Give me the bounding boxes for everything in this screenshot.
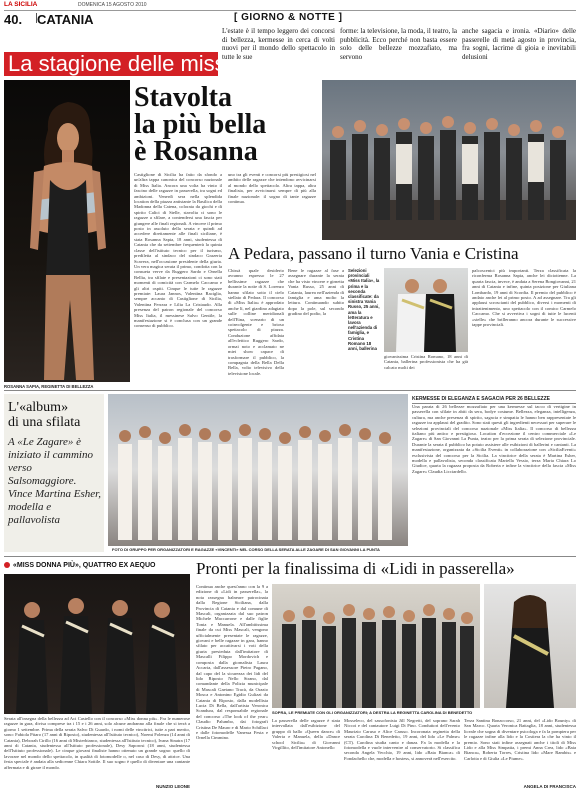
story2-body-col4: palcoscenici più importanti. Terza classificata la riconferma Rosanna Sapia, anche lei diciottenne. La quarta fascia, invece, è andata a Serena Bongiovanni, 21 anni di Catania e infine, quinta posizione per Giuliana Lombardo, 19 anni di Scordia. Il premio del pubblico è andato anche lei al primo posto. A ad assegnare. Tra gli applausi scroscianti del pubblico, diversi i momenti di intrattenimento, uno spettacolo con il comico Carmelo Caccamo. Che si avvertiva i sogni di tutte le lucenti «stelle» che brilleranno ancora durante le successive tappe provinciali. (472, 268, 576, 328)
story2-body-col1: Chissà quale desiderio avranno espresso le 27 bellissime ragazze che durante la notte di S. Lorenzo hanno sfilato sotto il cielo stellato di Pedara. Il concorso di «Miss Italia» è approdato anche lì, nel giardino adagiato sulle colline meridionali dell'Etna, scenario di un coinvolgente e brioso spettacolo di piazza. Conduzione affidata all'eclettico Ruggero Sardo, ormai noto e acclamato ne miei show capace di trasformare il pubblico, la compagnia della Bella Della Bella, volto televisivo della televisione locale. (228, 268, 284, 376)
story1-headline (134, 84, 319, 165)
lidi-photo-caption: SOPRA, LE PREMIATE CON GLI ORGANIZZATORI; A DESTRA LA REGINETTA CAROLINA DI BENEDETTO (272, 710, 473, 715)
rosanna-photo-caption: ROSANNA SAPIA, REGINETTA DI BELLEZZA (4, 384, 94, 389)
section-divider-2 (4, 556, 576, 557)
story5-body-col3: Mosseleco, del sassofonista Jill Negretti, del soprano Sarah Niccoi e del cantautore Luigi Di Pino. Conduttori dell'evento Maurizio Caruso e Alice Caruso. Incoronata reginetta della serata Carolina Di Benedetto, 19 anni, del lido «Le Palme» (CT). Carolina studia canto e danza. Fa la modella e la fotomodella e vuole intervenire al conservatorio. Si classifica seconda Angela Vecchio, 19 anni, lido «Baia Bianca» di Fondachello che, modella e hostess, si annoverà nell'esercito. (344, 718, 460, 761)
rosanna-photo (4, 80, 130, 382)
carolina-photo (484, 584, 576, 708)
story2-headline: A Pedara, passano il turno Vania e Cristina (228, 244, 519, 263)
newspaper-brand: LA SICILIA (4, 1, 38, 8)
story4-byline: NUNZIO LEONE (155, 784, 190, 789)
story1-headline-line1: Stavolta (134, 82, 232, 113)
reginetta-icon (484, 584, 576, 708)
intro-col-2: forme: la televisione, la moda, il teatro, la pubblicità. Ecco perché non basta essere solo delle bellezze mozzafiato, ma servono (340, 27, 458, 61)
story3-headline-line1: L'«album» (8, 400, 69, 415)
intro-col-3: anche sagacia e ironia. «Diario» delle passerelle di metà agosto in provincia, fra sogni, lacrime di gioia e inevitabili delusioni (462, 27, 576, 61)
section-label: [ GIORNO & NOTTE ] (234, 12, 343, 23)
two-winners-icon (384, 268, 468, 352)
masthead-rule (4, 10, 576, 11)
story2-photo-caption: Selezioni provinciali «Miss Italia», la prima e la seconda classificate: da sinistra Vania Russo, 25 anni, ama la letteratura e lavora nell'azienda di famiglia, e Cristina Romano 18 anni, ballerina (348, 268, 380, 352)
story1-headline-line3: è Rosanna (134, 136, 258, 167)
rosanna-figure-icon (4, 80, 130, 382)
intro-col-1: L'estate è il tempo leggero dei concorsi di bellezza, kermesse in cerca di volti nuovi per il mondo dello spettacolo in tutte le sue (222, 27, 335, 61)
story3-headline-line2: di una sfilata (8, 415, 81, 430)
zagare-photo-caption: FOTO DI GRUPPO PER ORGANIZZATORI E RAGAZZE «VINCENTI» NEL CORSO DELLA SERATA ALLE ZAGARE DI SAN GIOVANNI LA PUNTA (112, 547, 380, 552)
story5-body-col1: Continua anche quest'anno con la 9 a edizione di «Lidi in passerella», la nota rassegna balneare patrocinata dalla Regione Siciliana, dalla Provincia di Catania e dal comune di Mascali, organizzata dal suo patron Michele Maccarrone e dalle figlie Tonia e Manuela. All'ambitissima finale da cui Miss Mascali, vengono ufficialmente presentate le ragazze, giovani e belle ragazze in gara, hanno sfilato per accattivarsi i voti della giuria presieduta dall'imitatore di Mascalli Filippo Mordovich e composta dalla giornalista Laura Accaria, dall'assessore Pietro Pagano, dal capo del la sicurezza dei lidi del lido Riposto Nello Strano, dal comandante della Polizia municipale di Mascali Gaetano Tracà, da Orazio Mosca e Antonino Egidio Gulizzi da Catania di Riposto, dalla modellista Lucia Di Bella, dall'artista Veronica Scandura, dal responsabile regionale del concorso «The look of the year» Claudio Palumbo, dai fotografi Cristina De Mauro e di Mario Schillaci e dalle fotomodelle Vanessa Festa e Ornella Cimmino. (196, 584, 268, 741)
story4-kicker-text: «MISS DONNA PIÙ», QUATTRO EX AEQUO (13, 562, 156, 569)
page-masthead (0, 0, 580, 27)
pedara-group-photo (322, 80, 576, 240)
issue-date: DOMENICA 15 AGOSTO 2010 (78, 2, 147, 8)
album-box (4, 394, 104, 552)
section-divider-1 (4, 390, 576, 391)
vania-cristina-photo (384, 268, 468, 352)
miss-donna-piu-photo (4, 574, 190, 714)
story1-body-col1: Castiglione di Sicilia ha fatto da sfondo a un'altra tappa canonica del concorso nazionale di Miss Italia. Ancora una volta ha vinto il fascino delle ragazze in passerella, tra sogni ed ambizioni. Venerdì sera nella splendida location della piazza antistante la Basilica della Madonna della Catena, colorata da giochi e di spirito Calici di Stelle, stavolta ci sono le ragazze a sfilare, a contendersi una fascia per giungere alle finali regionali. A vincere il primo posto in assoluto della serata e quindi ad accedere direttamente alle finali siciliane, è stata Rosanna Sapia, 18 anni, studentessa di Catania che da settembre frequenterà la quinta classe dell'istituto tecnico per il turismo, prediletta al sindaco del sindaco Grazeria Scavera, nell'occasione presidente della giuria. Un vera magica serata il primo, condotta con la consueta verve da Ruggero Sardo e Ornella Bellia, tra sfilate e presentazioni ci sono stati momenti di comicità con Carmelo Caccamo e gli altri ospiti. Cinque le tutte le ragazze premiate: Laura Jannos, Valentina Raciglia, sempre accanto di Castiglione di Sicilia, Valentina Ferrara e Lilia La Cristaudo. Alla presenza del patron regionale del concorso Miss Italia, il messinese Salvo Gentile, la manifestazione si è conclusa con un grande consenso di pubblico. (134, 172, 222, 329)
story3-side-head: KERMESSE DI ELEGANZA E SAGACIA PER 26 BELLEZZE (412, 396, 576, 404)
lidi-contestants-icon (272, 584, 480, 708)
masthead-divider (36, 13, 37, 23)
lidi-group-photo (272, 584, 480, 708)
story5-byline: ANGELA DI FRANCISCA (523, 784, 576, 789)
story5-headline: Pronti per la finalissima di «Lidi in passerella» (196, 559, 515, 578)
story3-deck: A «Le Zagare» è iniziato il cammino verso Salsomaggiore. Vince Martina Esher, modella e pallavolista (8, 436, 101, 526)
story5-body-col2: La passerella delle ragazze è stata intervallata dall'esibizione del gruppo di ballo «Queen dance» di Valeria e Manuela, della «Dance school Sicilia» di Giovanni Virgillito, dell'imitatore Antonello (272, 718, 340, 751)
story3-side-body: Una parata di 26 bellezze mozzafiato per una kermesse sul tacco di vertigine in passerella con sfilate in abiti da sera, bodye costume. Bellezza, eleganza, intelligenza, cultura, ma anche presenza di spirito, sagacia e simpatia le hanno ben rappresentate le ragazze tra applausi del gradito. Sono stati questi gli ingredienti necessari per superare le selezioni provinciali del concorso nazionale «Miss Italia». Il concorso di bellezza italiano più antico e prestigioso. Location d'eccezione il centro commerciale «Le Zagare» di San Giovanni La Punta, teatro per la prima serata di selezione provinciale. Durante la serata il pubblico ha potuto assistere alle esibizioni di ballerini e cantanti. La manifestazione, organizzata da «Sicilia Eventi» in collaborazione con «SiciliaEventi» esclusivista del concorso per la Sicilia. La vincitrice della serata è Martina Esher, modella e pallavolista, seconda classificata Mariella Vessio, terza Maria Chiara Lo Giudice, quarta la ragazza proposta da Roberta e infine la vincitrice della fascia «Miss Zagare» Claudia Licciardello. (412, 404, 576, 474)
zagare-group-photo (108, 394, 408, 546)
kicker-bullet-icon (4, 562, 10, 568)
contestants-lineup-icon (108, 394, 408, 546)
section-title: La stagione delle miss (8, 51, 226, 76)
story5-body-col4: Terza Santina Bonaccorso, 21 anni, del «Lido Bounty» di San Marco. Quarta Veronica Battaglia, 18 anni, studentessa liceale che sogna di diventare psicologa e fa la pompiera per le ragazze infine alla lido e la Costiera la che ha vinto il premio. Sono stati infine assegnati anche i titoli di Miss Lido e alla Miss Simpatia, i premi Anna Crea, lido «Baia Bianca», Roberta Torres, Cristina lido «Mare Rambis» e Carlotta e di Giulia «Le Piume». (464, 718, 576, 761)
section-title-band (4, 51, 226, 76)
story4-kicker (4, 560, 190, 572)
story1-body-col2: uno tra gli eventi e concorsi più prestigiosi nel ambito delle ragazze che intendono avvicinarsi al mondo dello spettacolo. Altra tappa, altra finalista, per avvicinarsi sempre di più alla finale nazionale: il sogno di tante ragazze continua. (228, 172, 316, 205)
story2-body-col3: giovanissima Cristina Romano, 18 anni di Catania, ballerina professionista che ha già calcato molti dei (384, 354, 468, 370)
story4-body: Serata all'insegna della bellezza ad Aci Castello con il concorso «Miss donna più». Fra le numerose ragazze in gara, divisa comprese tra i 15 e i 26 anni, solo alcune andranno alla finale che si terrà a giorno 1 settembre. Prima della serata Salvo Di Guardo, i nomi delle vincitrici, tutte a pari merito, sono: Fabiola Pitaro (17 anni di Riposto), studentessa all'Istituto tecnico), Noemi Folenza (14 anni di Catania), Deborah Cirillo (16 anni di Misterbianco, studentessa all'Istituto tecnico), Ivana Sinatra (17 anni di Catania, studentessa all'Istituto professionale), Desy Saporosi (18 anni, studentessa dell'Istituto professionale). Le cinque giovani finaliste hanno ottenuto un grande sogno: quello di lavorare nel mondo dello spettacolo, in qualità di fotomodelle o, nel caso di Desy, di attrice. Una festa speciale è andata alla sedicenne Chiara Sottile. Il suo sogno è quello di diventare una cantante affermata e di girare il mondo. (4, 716, 190, 770)
four-winners-icon (4, 574, 190, 714)
group-of-contestants-icon (322, 80, 576, 240)
page-number: 40. (4, 12, 23, 27)
story1-headline-line2: la più bella (134, 109, 267, 140)
section-city: CATANIA (37, 12, 94, 27)
story2-body-col2: Bene le ragazze al fase a assegnare durante la serata che ha visto vincere e girnetta Vania Russo, 25 anni di Catania, laurea nell'azienda di famiglia e ama molto la lettura. Continuando subito dopo la pole, sul secondo gradino del podio, la (288, 268, 344, 317)
